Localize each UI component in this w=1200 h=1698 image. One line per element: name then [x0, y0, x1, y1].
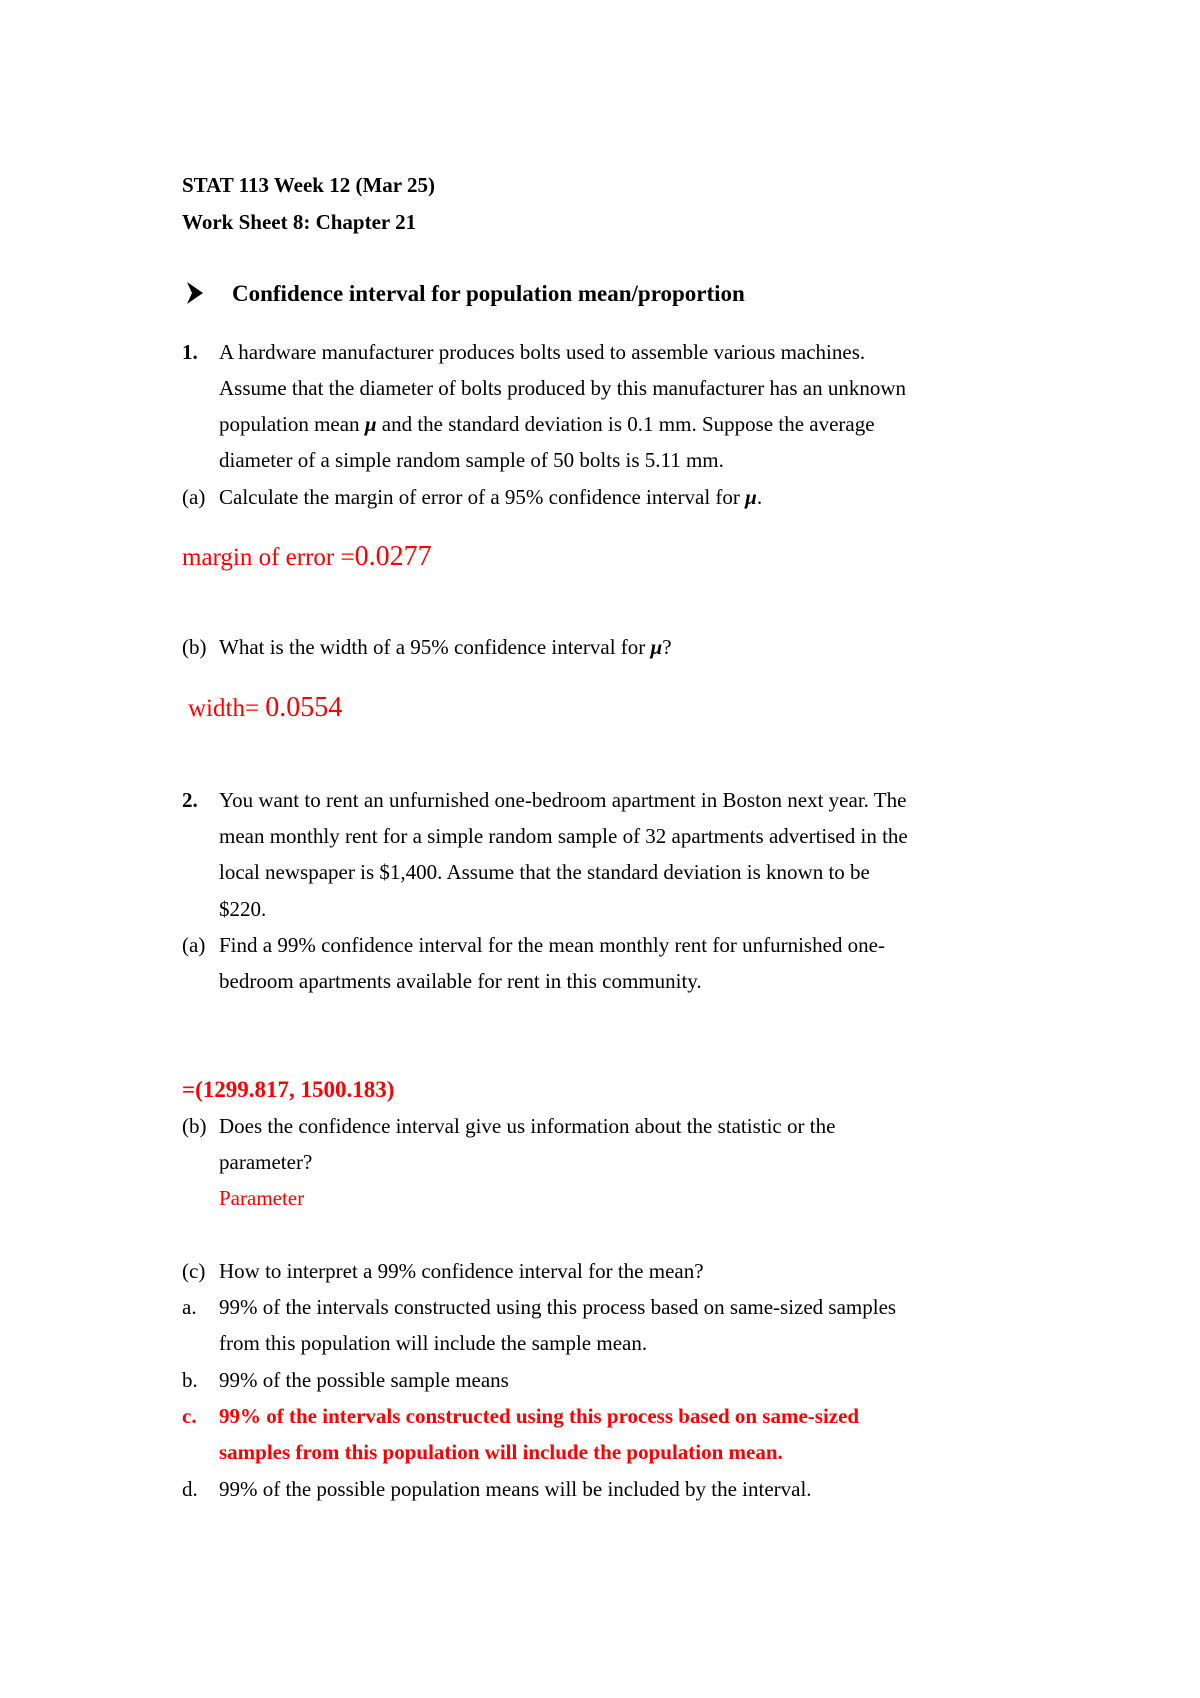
- q1-line-3: [219, 410, 875, 438]
- q2c-label: (c): [182, 1259, 206, 1283]
- option-a-letter: a.: [182, 1295, 197, 1319]
- q2c-text: How to interpret a 99% confidence interval for the mean?: [219, 1259, 704, 1283]
- q1b-answer-label: width=: [188, 695, 266, 722]
- option-a-line-1: 99% of the intervals constructed using this process based on same-sized samples: [219, 1295, 897, 1319]
- q2a-line-2: bedroom apartments available for rent in this community.: [219, 969, 702, 993]
- q2b-line-2: parameter?: [219, 1150, 313, 1174]
- q1-line-3-end: and the standard deviation is 0.1 mm. Suppose the average: [376, 412, 875, 436]
- q2-line-4: $220.: [219, 897, 267, 921]
- option-d-line-1: 99% of the possible population means will be included by the interval.: [219, 1477, 812, 1501]
- q1b-text-main: What is the width of a 95% confidence interval for: [219, 635, 651, 659]
- arrow-bullet-icon: [186, 281, 204, 305]
- q1b-text: [219, 633, 672, 661]
- q2a-label: (a): [182, 933, 206, 957]
- option-b-line-1: 99% of the possible sample means: [219, 1368, 509, 1392]
- option-c-letter: c.: [182, 1404, 197, 1428]
- q1a-answer: [182, 541, 432, 574]
- q2b-answer: Parameter: [219, 1186, 305, 1210]
- q2-number: 2.: [182, 788, 198, 812]
- q2-line-3: local newspaper is $1,400. Assume that the standard deviation is known to be: [219, 860, 870, 884]
- q1b-answer: [188, 692, 342, 725]
- worksheet-title: Work Sheet 8: Chapter 21: [182, 210, 417, 234]
- q2-line-1: You want to rent an unfurnished one-bedroom apartment in Boston next year. The: [219, 788, 907, 812]
- q2a-answer: =(1299.817, 1500.183): [182, 1077, 395, 1102]
- q1a-label: (a): [182, 485, 206, 509]
- q1-line-1: A hardware manufacturer produces bolts used to assemble various machines.: [219, 340, 866, 364]
- q1-number: 1.: [182, 340, 198, 364]
- q1-line-4: diameter of a simple random sample of 50 bolts is 5.11 mm.: [219, 448, 724, 472]
- q1b-text-end: ?: [662, 635, 672, 659]
- q1b-answer-value: 0.0554: [265, 692, 343, 723]
- q1-line-3-start: population mean: [219, 412, 365, 436]
- mu-symbol: μ: [650, 635, 663, 659]
- q2-line-2: mean monthly rent for a simple random sample of 32 apartments advertised in the: [219, 824, 908, 848]
- q1b-label: (b): [182, 635, 207, 659]
- q1a-text-end: .: [756, 485, 763, 509]
- section-heading: Confidence interval for population mean/proportion: [232, 281, 745, 306]
- q1-line-2: Assume that the diameter of bolts produced by this manufacturer has an unknown: [219, 376, 906, 400]
- option-c-line-1: 99% of the intervals constructed using this process based on same-sized: [219, 1404, 860, 1428]
- q2b-label: (b): [182, 1114, 207, 1138]
- q1a-answer-value: 0.0277: [354, 541, 432, 572]
- q1a-text: [219, 483, 762, 511]
- q2a-line-1: Find a 99% confidence interval for the mean monthly rent for unfurnished one-: [219, 933, 885, 957]
- q2b-line-1: Does the confidence interval give us information about the statistic or the: [219, 1114, 836, 1138]
- option-a-line-2: from this population will include the sample mean.: [219, 1331, 648, 1355]
- q1a-answer-label: margin of error =: [182, 544, 355, 571]
- option-d-letter: d.: [182, 1477, 198, 1501]
- option-c-line-2: samples from this population will include the population mean.: [219, 1440, 783, 1464]
- mu-symbol: μ: [745, 485, 757, 509]
- option-b-letter: b.: [182, 1368, 198, 1392]
- mu-symbol: μ: [364, 412, 377, 436]
- q1a-text-main: Calculate the margin of error of a 95% confidence interval for: [219, 485, 746, 509]
- course-title: STAT 113 Week 12 (Mar 25): [182, 173, 435, 197]
